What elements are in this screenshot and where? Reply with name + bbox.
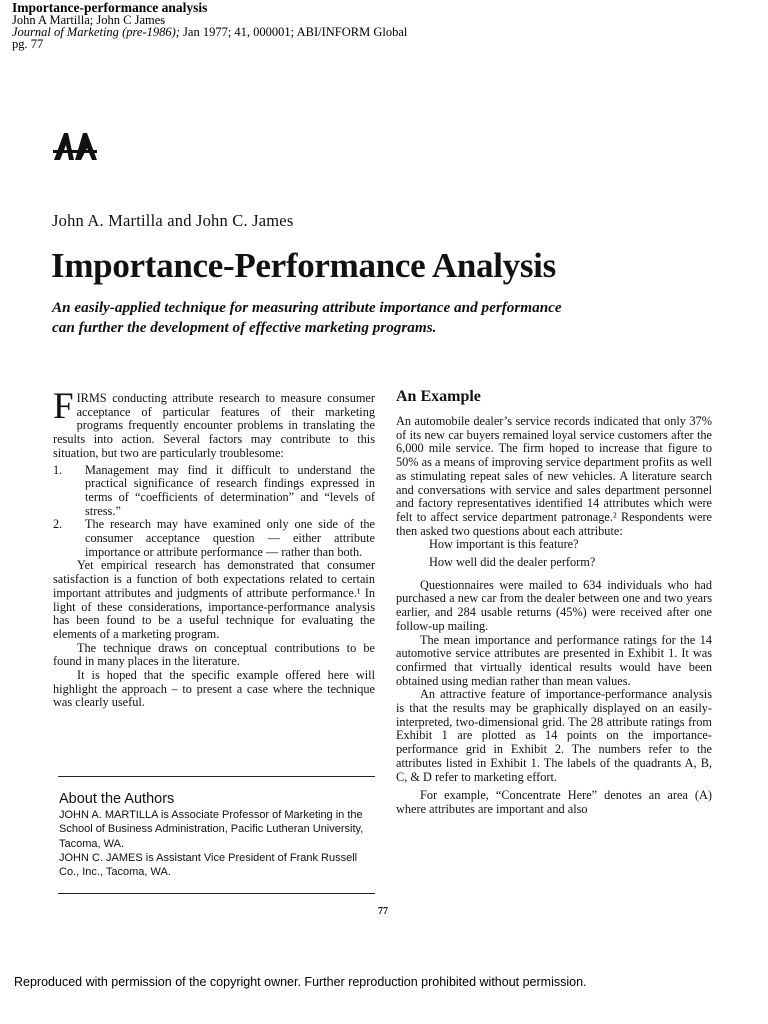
citation-authors: John A Martilla; John C James: [12, 13, 166, 27]
list-text: Management may find it difficult to understand the practical significance of research findings expressed in terms of “coefficients of determination” and “levels of stress.”: [85, 462, 375, 518]
body-paragraph: The mean importance and performance ratings for the 14 automotive service attributes are presented in Exhibit 1. It was confirmed that virtually identical results would have been obtained using median rather than mean values.: [396, 632, 712, 688]
citation-qualifier: (pre-1986);: [122, 25, 180, 39]
right-column: [396, 388, 712, 817]
citation-block: [12, 2, 407, 50]
about-authors-body: [59, 808, 377, 879]
body-paragraph: The technique draws on conceptual contributions to be found in many places in the literature.: [53, 640, 375, 669]
survey-question: How important is this feature?: [429, 537, 579, 552]
problem-list: [53, 464, 375, 560]
list-item: [53, 464, 375, 519]
survey-question: How well did the dealer perform?: [429, 555, 596, 570]
divider-rule: [58, 776, 375, 777]
citation-details: Jan 1977; 41, 000001; ABI/INFORM Global: [179, 25, 408, 39]
drop-cap: F: [53, 386, 74, 427]
copyright-footer: Reproduced with permission of the copyright owner. Further reproduction prohibited without permission.: [14, 975, 587, 989]
section-heading: An Example: [396, 388, 481, 405]
citation-source: [12, 26, 407, 38]
list-number: 2.: [53, 517, 63, 532]
page-number: 77: [378, 906, 388, 917]
citation-journal: Journal of Marketing: [12, 25, 119, 39]
intro-text: IRMS conducting attribute research to measure consumer acceptance of particular features of their marketing programs frequently encounter problems in translating the results into action. Several factors may contribute to this situation, but two are particularly troublesome:: [53, 391, 375, 460]
body-paragraph: It is hoped that the specific example offered here will highlight the approach – to present a case where the technique was clearly useful.: [53, 668, 375, 710]
subtitle-line: An easily-applied technique for measuring attribute importance and performance: [52, 299, 562, 316]
author-bio: JOHN A. MARTILLA is Associate Professor of Marketing in the School of Business Administration, Pacific Lutheran University, Tacoma, WA.: [59, 809, 364, 850]
body-paragraph: Yet empirical research has demonstrated that consumer satisfaction is a function of both expectations related to certain important attributes and judgments of attribute performance.¹ In light of these considerations, importance-performance analysis has been found to be a useful technique for evaluating the elements of a marketing program.: [53, 558, 375, 641]
body-paragraph: An attractive feature of importance-performance analysis is that the results may be graphically displayed on an easily-interpreted, two-dimensional grid. The 28 attribute ratings from Exhibit 1 are plotted as 14 points on the importance-performance grid in Exhibit 2. The numbers refer to the attributes listed in Exhibit 1. The labels of the quadrants A, B, C, & D refer to marketing effort.: [396, 687, 712, 784]
list-item: [53, 518, 375, 559]
article-title: Importance-Performance Analysis: [51, 246, 556, 285]
list-text: The research may have examined only one side of the consumer acceptance question — either attribute importance or attribute performance — rather than both.: [85, 517, 375, 559]
about-heading: About the Authors: [59, 791, 175, 807]
body-paragraph: Questionnaires were mailed to 634 individuals who had purchased a new car from the dealer between one and two years earlier, and 284 usable returns (45%) were received after one follow-up mailing.: [396, 577, 712, 633]
article-authors: John A. Martilla and John C. James: [52, 211, 294, 230]
intro-paragraph: [53, 386, 375, 461]
article-subtitle: [52, 298, 642, 338]
left-column: [53, 386, 375, 710]
list-number: 1.: [53, 462, 63, 477]
subtitle-line: can further the development of effective marketing programs.: [52, 319, 437, 336]
citation-title: Importance-performance analysis: [12, 0, 208, 15]
citation-page: pg. 77: [12, 37, 44, 51]
body-paragraph: For example, “Concentrate Here” denotes an area (A) where attributes are important and also: [396, 788, 712, 816]
body-paragraph: An automobile dealer’s service records indicated that only 37% of its new car buyers remained loyal service customers after the 6,000 mile service. The firm hoped to increase that figure to 50% as a means of improving service department profits as well as stimulating repeat sales of new vehicles. A literature search and conversations with service and sales department personnel and factory representatives identified 14 attributes which were felt to affect service department patronage.² Respondents were then asked two questions about each attribute:: [396, 414, 712, 538]
divider-rule: [58, 893, 375, 894]
ama-logo-icon: [51, 131, 99, 161]
author-bio: JOHN C. JAMES is Assistant Vice President of Frank Russell Co., Inc., Tacoma, WA.: [59, 851, 358, 879]
